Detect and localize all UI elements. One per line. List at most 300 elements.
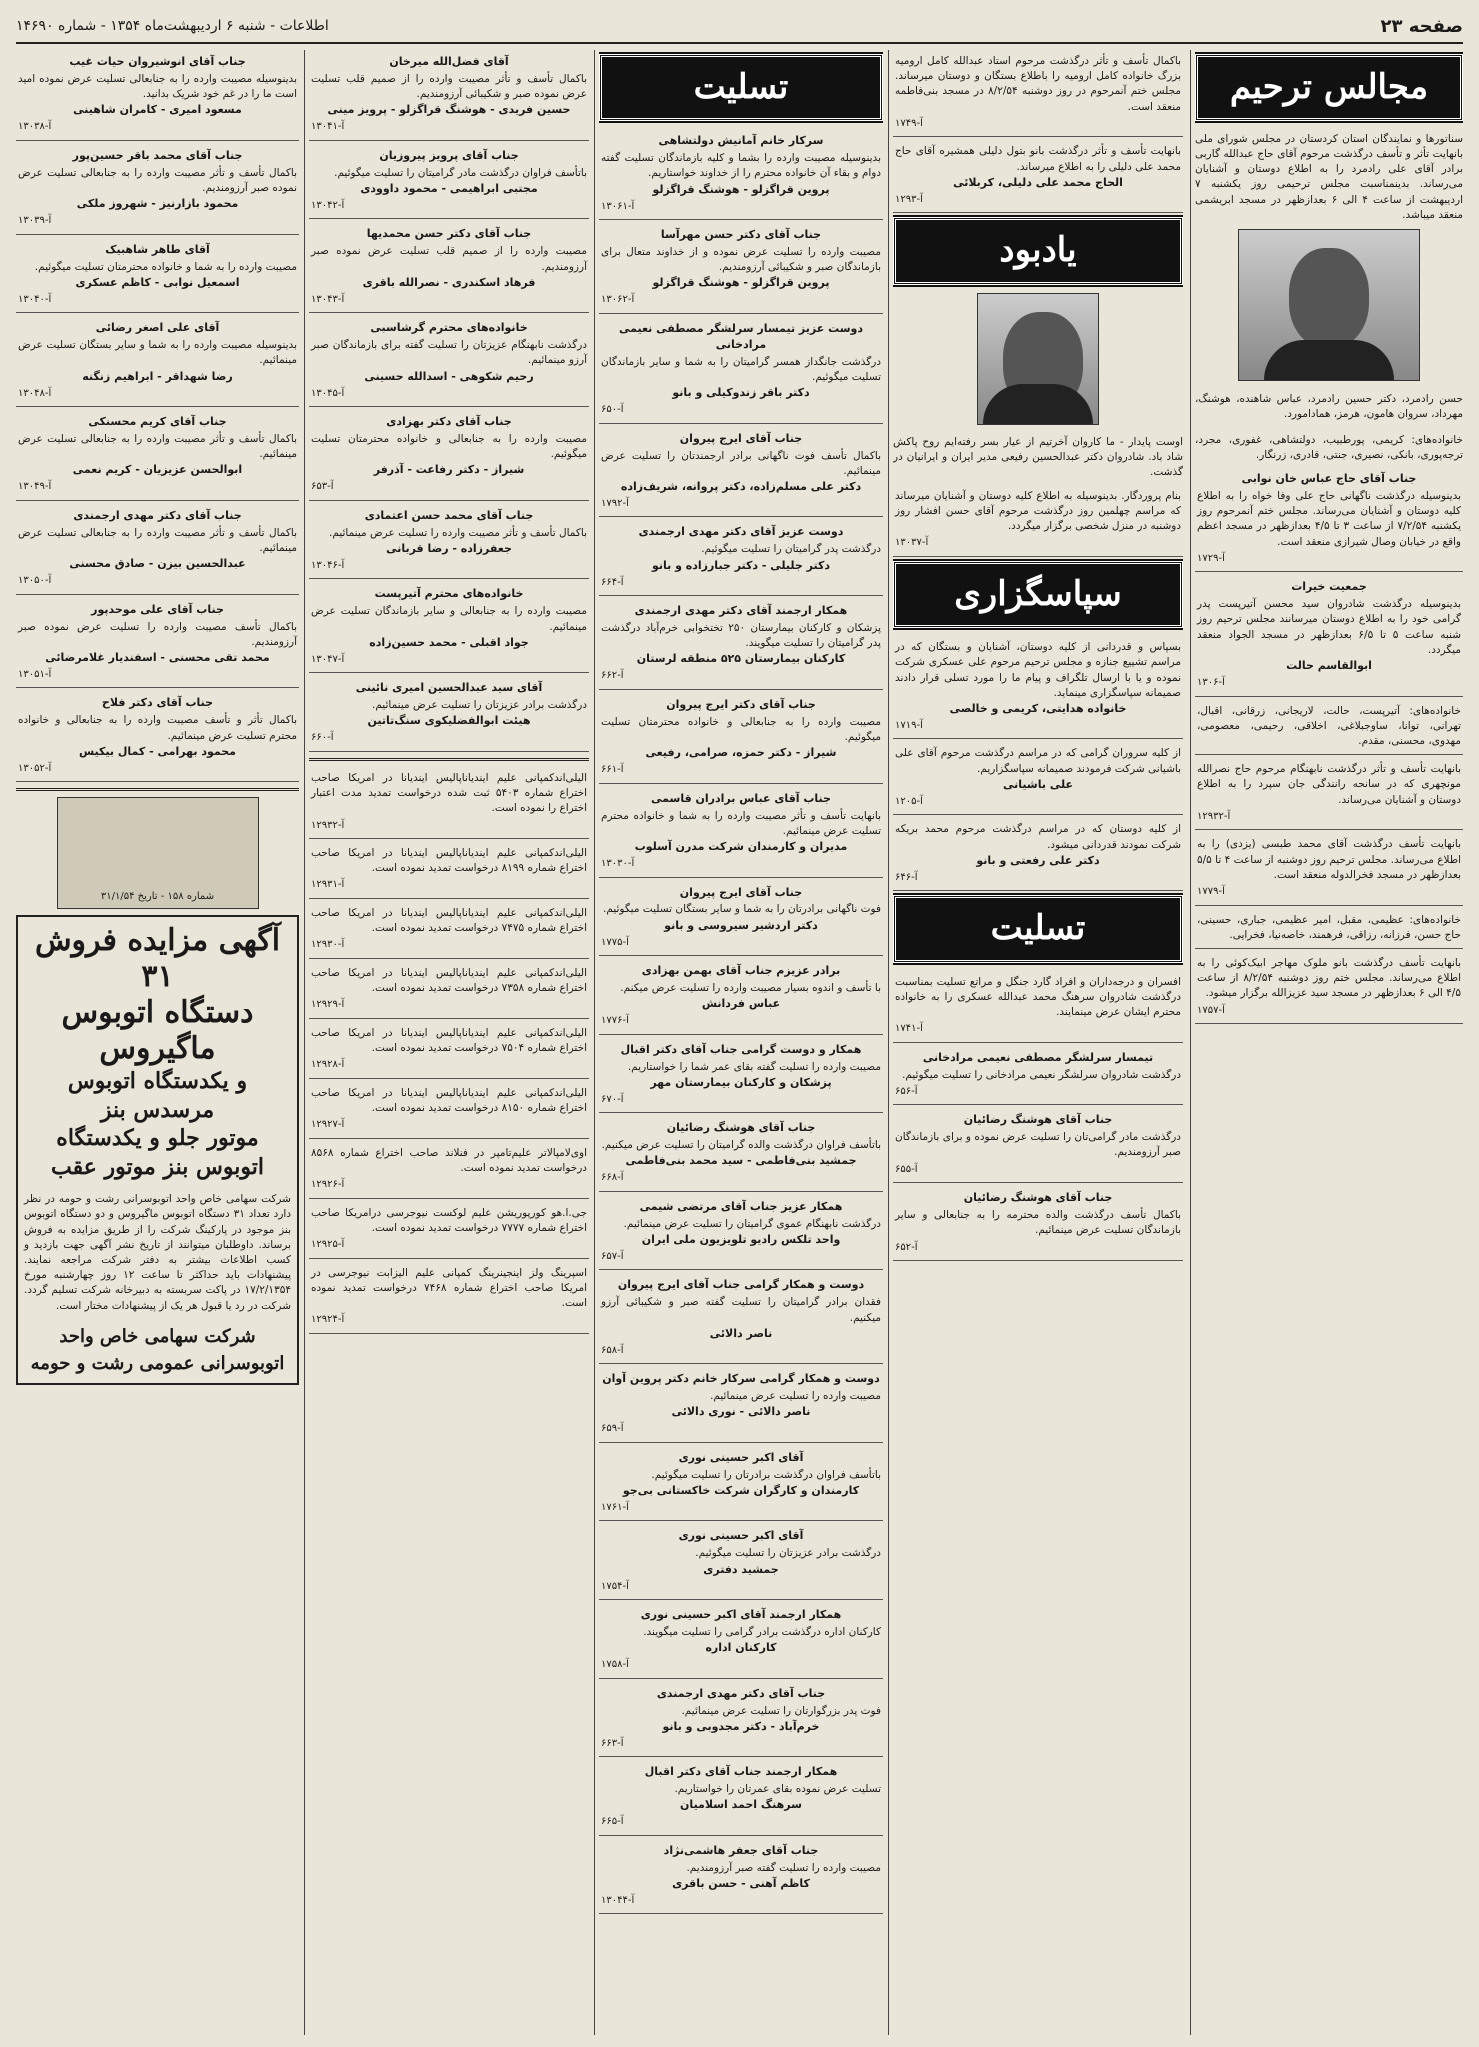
notice-code: آ-۶۵۶ bbox=[895, 1085, 918, 1097]
notice-text: بدینوسیله مصیبت وارده را به جنابعالی تسلیت عرض نموده امید است ما را در غم خود شریک بدانید. bbox=[18, 72, 297, 101]
notice-signature: جمشید دفتری bbox=[703, 1562, 779, 1576]
notice-code: آ-۱۳۰۶۱ bbox=[601, 200, 635, 212]
notice-title: جناب آقای دکتر مهدی ارجمندی bbox=[73, 508, 242, 522]
condolence-notice bbox=[599, 693, 883, 784]
memorial-text: اوست پایدار - ما کاروان آخرتیم از عیار بسر رفته‌ایم روح پاکش شاد باد. شادروان دکتر عبدالحسین رفیعی مدیر ایران و ایرانیان در گذشت. bbox=[893, 436, 1183, 479]
notice-code: آ-۱۲۹۲۸ bbox=[311, 1059, 345, 1071]
notice-text: بدینوسیله مصیبت وارده را بشما و کلیه بازماندگان تسلیت گفته دوام و بقاء آن خانواده محترم را از خداوند خواستاریم. bbox=[601, 152, 881, 180]
notice-text: بسپاس و قدردانی از کلیه دوستان، آشنایان و بستگان که در مراسم تشییع جنازه و مجلس ترحیم مرحوم علی عسکری شرکت نموده و یا با ارسال تلگراف و پیام ما را مورد تسلی قرار دادند صمیمانه سپاسگزاری مینماید. bbox=[895, 641, 1181, 699]
notice-text: جی.ا.هو کورپوریشن علیم لوکست نیوجرسی درامریکا صاحب اختراع شماره ۷۷۷۷ درخواست تمدید نموده است. bbox=[311, 1206, 587, 1234]
notice-text: باتأسف فراوان درگذشت برادرتان را تسلیت میگوئیم. bbox=[651, 1468, 881, 1481]
condolence-notice bbox=[309, 144, 589, 220]
notice-text: درگذشت برادر عزیزتان را تسلیت عرض مینمائیم. bbox=[371, 699, 587, 712]
notice-code: آ-۱۳۰۳۰ bbox=[601, 858, 635, 870]
page-number: صفحه ۲۳ bbox=[1380, 15, 1463, 37]
notice-title: جناب آقای ایرج پیروان bbox=[679, 431, 803, 445]
notice-text: بانهایت تأسف و تأثر درگذشت بانو بتول دلیلی همشیره آقای حاج محمد علی دلیلی را به اطلاع میرساند. bbox=[895, 145, 1181, 173]
notice-signature: مسعود امیری - کامران شاهینی bbox=[73, 103, 242, 117]
mourning-families: خانواده‌های: کریمی، پورطبیب، دولتشاهی، غفوری، مجرد، ترجه‌پوری، بانکی، نصیری، جنتی، قادری، زرنگار. bbox=[1195, 433, 1463, 461]
notice-signature: محمود بهرامی - کمال بیکیس bbox=[79, 744, 236, 758]
notice-text: باکمال تأثر و تأسف مصیبت وارده را به جنابعالی و خانواده محترم تسلیت عرض مینمائیم. bbox=[18, 714, 297, 742]
condolence-notice bbox=[599, 223, 883, 314]
section-banner-taslit: تسلیت bbox=[893, 895, 1183, 962]
notice-block bbox=[893, 485, 1183, 557]
condolence-notice bbox=[599, 1839, 883, 1915]
auction-advertisement bbox=[16, 915, 299, 1384]
notice-title: جناب آقای عباس برادران قاسمی bbox=[651, 791, 831, 805]
notice-title: خانواده‌های محترم آتیرپست bbox=[374, 587, 524, 601]
condolence-notice bbox=[599, 1603, 883, 1679]
notice-text: خانواده‌های: عظیمی، مقبل، امیر عظیمی، جباری، حسینی، حاج حسن، فرزانه، رزاقی، فرهمند، خاصه‌نیا، فخرایی. bbox=[1197, 913, 1461, 941]
memorial-portrait bbox=[977, 293, 1099, 425]
notice-signature: جواد اقبلی - محمد حسین‌زاده bbox=[369, 635, 529, 649]
notice-block bbox=[1195, 700, 1463, 756]
notice-block bbox=[893, 140, 1183, 213]
notice-signature: مدیران و کارمندان شرکت مدرن آسلوب bbox=[634, 840, 848, 854]
notice-text: الیلی‌اند‌کمپانی علیم ایندیاناپالیس ایندیانا در امریکا صاحب اختراع شماره ۸۱۹۹ درخواست تمدید نموده است. bbox=[311, 847, 587, 875]
notice-title: جناب آقای دکتر بهزادی bbox=[386, 415, 512, 429]
notice-signature: خانواده هدایتی، کریمی و خالصی bbox=[949, 702, 1127, 716]
condolence-notice bbox=[16, 410, 299, 501]
notice-signature: شیراز - دکتر حمزه، صرامی، رفیعی bbox=[645, 746, 837, 760]
notice-code: آ-۱۳۰۴۵ bbox=[311, 387, 345, 399]
notice-code: آ-۶۶۸ bbox=[601, 1172, 624, 1184]
notice-title: الحاج محمد علی دلیلی، کربلائی bbox=[953, 175, 1123, 189]
notice-block bbox=[1195, 952, 1463, 1024]
condolence-notice bbox=[309, 316, 589, 407]
notice-signature: واحد تلکس رادیو تلویزیون ملی ایران bbox=[641, 1233, 841, 1247]
section-banner-yadbood: یادبود bbox=[893, 217, 1183, 284]
notice-text: باکمال تأسف و تأثر مصیبت وارده را تسلیت عرض مینمائیم. bbox=[329, 526, 587, 539]
notice-text: مصیبت وارده را تسلیت گفته صبر آرزومندیم. bbox=[686, 1861, 881, 1874]
column-divider bbox=[1190, 50, 1191, 2035]
notice-code: آ-۱۷۴۹ bbox=[895, 117, 923, 129]
notice-text: باکمال تأسف فوت ناگهانی برادر ارجمندتان را تسلیت عرض مینمائیم. bbox=[601, 449, 881, 477]
condolence-notice bbox=[599, 959, 883, 1035]
notice-code: آ-۱۷۲۹ bbox=[1197, 552, 1225, 564]
masthead-info: اطلاعات - شنبه ۶ اردیبهشت‌ماه ۱۳۵۴ - شماره ۱۴۶۹۰ bbox=[16, 18, 329, 34]
notice-signature: حسین فریدی - هوشنگ قراگزلو - پرویز مینی bbox=[327, 103, 571, 117]
section-banner-majales-tarhim: مجالس ترحیم bbox=[1195, 54, 1463, 121]
patent-notice bbox=[309, 842, 589, 899]
notice-code: آ-۱۲۹۲۴ bbox=[311, 1314, 345, 1326]
notice-text: بانهایت تأسف و تأثر درگذشت نابهنگام مرحوم حاج نصرالله مونچهری که در سانحه رانندگی جان سپرد را به اطلاع دوستان و آشنایان می‌رساند. bbox=[1197, 763, 1461, 806]
notice-text: مصیبت وارده را تسلیت عرض مینمائیم. bbox=[710, 1390, 881, 1403]
notice-signature: اسمعیل نوابی - کاظم عسکری bbox=[75, 275, 240, 289]
notice-text: مصیبت وارده را به جنابعالی و خانواده محترمتان تسلیت میگوئیم. bbox=[601, 715, 881, 744]
notice-signature: دکتر جلیلی - دکتر جبارزاده و بانو bbox=[651, 558, 831, 572]
notice-code: آ-۱۳۰۴۳ bbox=[311, 293, 345, 305]
patent-notice bbox=[309, 902, 589, 959]
notice-code: آ-۱۷۹۲ bbox=[601, 497, 629, 509]
notice-text: الیلی‌اند‌کمپانی علیم ایندیاناپالیس ایندیانا در امریکا صاحب اختراع شماره ۷۳۵۸ درخواست تمدید نموده است. bbox=[311, 966, 587, 995]
notice-code: آ-۶۵۲ bbox=[895, 1241, 918, 1253]
notice-text: از کلیه سروران گرامی که در مراسم درگذشت مرحوم آقای علی باشیانی شرکت فرمودند صمیمانه سپاسگزاریم. bbox=[895, 747, 1181, 775]
notice-title: همکار ارجمند آقای اکبر حسینی نوری bbox=[640, 1608, 842, 1622]
notice-code: آ-۱۳۰۵۲ bbox=[18, 762, 52, 774]
notice-signature: پزشکان و کارکنان بیمارستان مهر bbox=[650, 1075, 832, 1089]
notice-code: آ-۶۵۹ bbox=[601, 1423, 624, 1435]
notice-code: آ-۶۵۸ bbox=[601, 1344, 624, 1356]
notice-title: جناب آقای کریم محسنکی bbox=[88, 415, 227, 429]
notice-signature: عبدالحسین بیزن - صادق محسنی bbox=[69, 557, 246, 571]
notice-text: باکمال تأسف و تأثر مصیبت وارده را به جنابعالی تسلیت عرض مینمائیم. bbox=[18, 432, 297, 461]
notice-code: آ-۱۳۰۴۱ bbox=[311, 121, 345, 133]
notice-text: افسران و درجه‌داران و افراد گارد جنگل و مراتع تسلیت بمناسبت درگذشت شادروان سرهنگ محمد عبدالله عسکری را به خانواده محترم ایشان عرض مینمایند. bbox=[895, 975, 1181, 1018]
notice-title: جناب آقای هوشنگ رضائیان bbox=[963, 1191, 1113, 1205]
notice-block bbox=[1195, 575, 1463, 696]
notice-code: آ-۱۷۷۶ bbox=[601, 1015, 629, 1027]
notice-title: همکار ارجمند جناب آقای دکتر اقبال bbox=[644, 1765, 838, 1779]
condolence-notice bbox=[599, 1273, 883, 1364]
notice-title: جناب آقای پرویز پیروزیان bbox=[379, 148, 519, 162]
notice-title: جناب آقای ایرج پیروان bbox=[679, 885, 803, 899]
notice-text: بانهایت تأسف درگذشت بانو ملوک مهاجر ابیک‌کوئی را به اطلاع می‌رساند. مجلس ختم روز دوشنبه ۸/۲/۵۴ از ساعت ۴/۵ الی ۶ بعدازظهر در مسجد سید عزیزالله برگزار میشود. bbox=[1197, 956, 1461, 1000]
condolence-notice bbox=[599, 1195, 883, 1271]
condolence-notice bbox=[309, 410, 589, 501]
notice-code: آ-۶۶۵ bbox=[601, 1816, 624, 1828]
notice-text: بدینوسیله مصیبت وارده را به شما و سایر بستگان تسلیت عرض مینمائیم. bbox=[18, 339, 297, 367]
condolence-notice bbox=[599, 520, 883, 596]
notice-signature: محمود بازارنیز - شهروز ملکی bbox=[76, 197, 239, 211]
condolence-notice bbox=[16, 691, 299, 782]
notice-block bbox=[893, 818, 1183, 891]
notice-text: درگذشت مادر گرامی‌تان را تسلیت عرض نموده و برای بازماندگان صبر آرزومندیم. bbox=[895, 1131, 1181, 1159]
column-obituaries bbox=[1195, 50, 1463, 2035]
notice-signature: کارمندان و کارگران شرکت خاکستانی بی‌جو bbox=[622, 1484, 860, 1498]
notice-text: بدینوسیله درگذشت شادروان سید محسن آتیرپست پدر گرامی خود را به اطلاع دوستان میرسانند مجلس ترحیم روز شنبه ساعت ۵ تا ۶/۵ بعدازظهر در مسجد الجواد منعقد میگردد. bbox=[1197, 598, 1462, 656]
notice-text: درگذشت برادر عزیزتان را تسلیت میگوئیم. bbox=[695, 1547, 881, 1560]
notice-code: آ-۶۵۷ bbox=[601, 1250, 624, 1262]
company-emblem bbox=[57, 797, 259, 909]
notice-code: آ-۶۴۶ bbox=[895, 871, 918, 883]
auction-subheadline: موتور جلو و یکدستگاه اتوبوس بنز موتور عقب bbox=[51, 1125, 264, 1181]
notice-title: جمعیت خیرات bbox=[1291, 580, 1367, 594]
notice-code: آ-۱۷۵۷ bbox=[1197, 1004, 1225, 1016]
notice-text: درگذشت شادروان سرلشگر نعیمی مرادخانی را تسلیت میگوئیم. bbox=[902, 1068, 1181, 1081]
notice-text: با تأسف و اندوه بسیار مصیبت وارده را تسلیت عرض میکنم. bbox=[620, 982, 881, 995]
notice-text: مصیبت وارده را به جنابعالی و خانواده محترمتان تسلیت میگوئیم. bbox=[311, 432, 587, 461]
section-divider bbox=[16, 788, 299, 791]
condolence-notice bbox=[309, 504, 589, 580]
notice-signature: سرهنگ احمد اسلامیان bbox=[680, 1798, 802, 1812]
condolence-notice bbox=[599, 1524, 883, 1600]
notice-text: مصیبت وارده را از صمیم قلب تسلیت عرض نموده صبر آرزومندیم. bbox=[311, 245, 587, 273]
condolence-notice bbox=[309, 582, 589, 673]
notice-code: آ-۱۳۰۴۴ bbox=[601, 1894, 635, 1906]
notice-text: پزشکان و کارکنان بیمارستان ۲۵۰ تختخوابی خرم‌آباد درگذشت پدر گرامیتان را تسلیت میگویند. bbox=[601, 622, 881, 650]
notice-text: کارکنان اداره درگذشت برادر گرامی را تسلیت میگویند. bbox=[643, 1626, 881, 1639]
notice-signature: علی باشیانی bbox=[1003, 777, 1073, 791]
notice-code: آ-۱۷۴۱ bbox=[895, 1023, 923, 1035]
notice-code: آ-۱۷۱۹ bbox=[895, 719, 923, 731]
notice-title: جناب آقای دکتر فلاح bbox=[101, 696, 214, 710]
notice-signature: پروین قراگزلو - هوشنگ قراگزلو bbox=[652, 276, 830, 290]
notice-signature: ناصر دالائی bbox=[709, 1326, 773, 1340]
notice-text: باتأسف فراوان درگذشت والده گرامیتان را تسلیت عرض میکنیم. bbox=[601, 1139, 881, 1152]
notice-title: جناب آقای حاج عباس خان نوابی bbox=[1241, 471, 1417, 485]
notice-signature: خرم‌آباد - دکتر مجدوبی و بانو bbox=[662, 1719, 820, 1733]
notice-title: آقای علی اصغر رضائی bbox=[95, 321, 220, 335]
notice-text: باکمال تأسف و تأثر مصیبت وارده را به جنابعالی تسلیت عرض نموده صبر آرزومندیم. bbox=[18, 166, 297, 194]
notice-title: آقای اکبر حسینی نوری bbox=[678, 1529, 804, 1543]
notice-code: آ-۱۲۹۳۱ bbox=[311, 879, 345, 891]
notice-text: الیلی‌اند‌کمپانی علیم ایندیاناپالیس ایندیانا در امریکا صاحب اختراع شماره ۷۴۷۵ درخواست تمدید نموده است. bbox=[311, 906, 587, 935]
notice-text: باکمال تأسف مصیبت وارده را تسلیت عرض نموده صبر آرزومندیم. bbox=[18, 620, 297, 648]
notice-title: آقای فضل‌الله میرخان bbox=[389, 55, 509, 68]
condolence-notice bbox=[599, 881, 883, 957]
notice-block bbox=[893, 742, 1183, 815]
notice-text: درگذشت جانگداز همسر گرامیتان را به شما و سایر بازماندگان تسلیت میگوئیم. bbox=[601, 355, 881, 384]
notice-text: باکمال تأسف درگذشت والده محترمه را به جنابعالی و سایر بازماندگان تسلیت عرض مینمائیم. bbox=[895, 1209, 1181, 1237]
condolence-notice bbox=[599, 1760, 883, 1836]
notice-title: سرکار خانم آمانیش دولتشاهی bbox=[658, 134, 824, 148]
notice-title: جناب آقای محمد حسن اعتمادی bbox=[364, 508, 534, 522]
notice-code: آ-۶۶۰ bbox=[311, 732, 334, 744]
patent-notice bbox=[309, 1082, 589, 1139]
mourners-names: حسن رادمرد، دکتر حسین رادمرد، عباس شاهنده، هوشنگ، مهرداد، سروان هامون، هرمز، همادامورد. bbox=[1195, 392, 1463, 420]
notice-text: الیلی‌اند‌کمپانی علیم ایندیاناپالیس ایندیانا در امریکا صاحب اختراع شماره ۵۴۰۳ ثبت شده درخواست تمدید مدت اعتبار اختراع را نموده است. bbox=[311, 771, 587, 815]
auction-body: شرکت سهامی خاص واحد اتوبوسرانی رشت و حومه در نظر دارد تعداد ۳۱ دستگاه اتوبوس ماگیروس و دو دستگاه اتوبوس بنز موجود در پارکینگ شرکت را از طریق مزایده به فروش برساند. داوطلبان میتوانند از تاریخ نشر آگهی جهت بازدید و کسب اطلاعات بیشتر به دفتر شرکت مراجعه نمایند. پیشنهادات باید حداکثر تا ساعت ۱۲ روز چهارشنبه مورخ ۱۷/۲/۱۳۵۴ در پاکت سربسته به دبیرخانه شرکت تسلیم گردد. شرکت در رد یا قبول هر یک از پیشنهادات مختار است. bbox=[24, 1193, 291, 1312]
notice-code: آ-۱۲۹۲۹ bbox=[311, 999, 345, 1011]
condolence-notice bbox=[309, 222, 589, 313]
notice-signature: فرهاد اسکندری - نصرالله باقری bbox=[362, 275, 536, 289]
notice-code: آ-۱۷۷۵ bbox=[601, 936, 629, 948]
notice-text: مصیبت وارده را به جنابعالی و سایر بازماندگان تسلیت عرض مینمائیم. bbox=[311, 605, 587, 633]
notice-signature: عباس فردانش bbox=[701, 997, 781, 1011]
notice-code: آ-۶۶۲ bbox=[601, 670, 624, 682]
column-divider bbox=[304, 50, 305, 2035]
notice-code: آ-۱۳۰۴۸ bbox=[18, 387, 52, 399]
condolence-notice bbox=[16, 504, 299, 595]
notice-text: خانواده‌های: آتیرپست، حالت، لاریجانی، زرقانی، اقبال، تهرانی، توانا، ساوجبلاغی، اخلاقی، رحیمی، معصومی، مهدوی، محسنی، مقدم. bbox=[1197, 704, 1461, 747]
column-divider bbox=[888, 50, 889, 2035]
notice-title: آقای سید عبدالحسین امیری نائینی bbox=[355, 681, 543, 695]
notice-text: بانهایت تأسف درگذشت آقای محمد طبسی (یزدی) را به اطلاع می‌رساند. مجلس ترحیم روز دوشنبه از ساعت ۴ تا ۵/۵ بعدازظهر در مسجد فخرالدوله منعقد است. bbox=[1197, 838, 1462, 881]
notice-code: آ-۱۳۰۴۲ bbox=[311, 199, 345, 211]
condolence-notice bbox=[16, 598, 299, 689]
notice-code: آ-۱۲۰۵ bbox=[895, 795, 923, 807]
notice-code: آ-۱۷۷۹ bbox=[1197, 886, 1225, 898]
notice-title: دوست عزیز تیمسار سرلشگر مصطفی نعیمی مرادخانی bbox=[618, 321, 864, 351]
notice-code: آ-۶۵۰ bbox=[601, 404, 624, 416]
notice-signature: جعفرزاده - رضا قربانی bbox=[386, 542, 512, 555]
notice-code: آ-۱۲۹۲۷ bbox=[311, 1119, 345, 1131]
notice-title: جناب آقای انوشیروان حیات غیب bbox=[69, 55, 246, 68]
condolence-notice bbox=[599, 427, 883, 518]
notice-block bbox=[893, 1046, 1183, 1106]
condolence-list bbox=[599, 129, 883, 1914]
notice-block bbox=[1195, 758, 1463, 830]
notice-code: آ-۱۷۶۱ bbox=[601, 1501, 629, 1513]
notice-title: همکار ارجمند آقای دکتر مهدی ارجمندی bbox=[634, 604, 848, 618]
notice-code: آ-۱۲۹۳۲ bbox=[311, 819, 345, 831]
notice-block bbox=[893, 50, 1183, 137]
notice-title: تیمسار سرلشگر مصطفی نعیمی مرادخانی bbox=[922, 1050, 1154, 1064]
notice-code: آ-۱۳۰۴۰ bbox=[18, 293, 52, 305]
notice-text: درگذشت نابهنگام عموی گرامیتان را تسلیت عرض مینمائیم. bbox=[623, 1217, 881, 1230]
notice-code: آ-۱۳۰۴۹ bbox=[18, 481, 52, 493]
notice-code: آ-۶۶۴ bbox=[601, 576, 624, 588]
patent-notice bbox=[309, 1262, 589, 1334]
notice-block bbox=[893, 971, 1183, 1043]
condolence-notice bbox=[599, 129, 883, 220]
column-condolences bbox=[599, 50, 883, 2035]
notice-title: جناب آقای جعفر هاشمی‌نژاد bbox=[663, 1843, 819, 1857]
notice-block bbox=[1195, 833, 1463, 905]
notice-signature: شیراز - دکتر رفاعت - آذرفر bbox=[373, 463, 525, 477]
notice-title: خانواده‌های محترم گرشاسبی bbox=[370, 321, 528, 335]
condolence-notice bbox=[16, 144, 299, 235]
notice-signature: دکتر باقر زندوکیلی و بانو bbox=[672, 386, 810, 400]
notice-title: جناب آقای دکتر حسن مهرآسا bbox=[660, 228, 822, 242]
condolence-notice bbox=[309, 676, 589, 752]
section-banner-taslit: تسلیت bbox=[599, 54, 883, 121]
notice-signature: کارکنان بیمارستان ۵۲۵ منطقه لرستان bbox=[636, 652, 846, 666]
condolence-notice bbox=[599, 1446, 883, 1522]
notice-code: آ-۶۵۵ bbox=[895, 1163, 918, 1175]
notice-signature: ابوالحسن عزیزیان - کریم نعمی bbox=[72, 463, 243, 477]
notice-title: جناب آقای دکتر حسن محمدیها bbox=[366, 227, 532, 241]
notice-code: آ-۱۳۰۴۶ bbox=[311, 559, 345, 571]
notice-title: آقای طاهر شاهبیک bbox=[105, 242, 210, 256]
notice-text: مصیبت وارده را تسلیت گفته بقای عمر شما را خواستاریم. bbox=[627, 1060, 881, 1073]
patent-notice bbox=[309, 962, 589, 1019]
notice-code: آ-۱۳۰۵۱ bbox=[18, 668, 52, 680]
notice-code: آ-۱۳۰۶ bbox=[1197, 677, 1225, 689]
notice-signature: دکتر علی رفعتی و بانو bbox=[976, 853, 1100, 867]
notice-text: باکمال تأسف و تأثر درگذشت مرحوم استاد عبدالله کامل ارومیه بزرگ خانواده کامل ارومیه را باطلاع بستگان و دوستان میرساند. مجلس ختم آنمرحوم در روز دوشنبه ۸/۲/۵۴ در مسجد بنی‌فاطمه منعقد است. bbox=[895, 55, 1181, 113]
notice-code: آ-۱۲۹۳۰ bbox=[311, 939, 345, 951]
notice-text: باکمال تأسف و تأثر مصیبت وارده را به جنابعالی تسلیت عرض مینمائیم. bbox=[18, 526, 297, 554]
section-divider bbox=[309, 758, 589, 761]
column-condolences-auction bbox=[16, 50, 299, 2035]
notice-code: آ-۱۳۰۶۲ bbox=[601, 294, 635, 306]
condolence-notice bbox=[16, 50, 299, 141]
notice-signature: دکتر علی مسلم‌زاده، دکتر پروانه، شریف‌زاده bbox=[620, 480, 862, 494]
notice-signature: محمد تقی محسنی - اسفندیار غلامرضائی bbox=[45, 651, 270, 665]
page-header bbox=[16, 10, 1463, 44]
notice-signature: مجتبی ابراهیمی - محمود داوودی bbox=[360, 181, 538, 195]
notice-title: همکار و دوست گرامی جناب آقای دکتر اقبال bbox=[620, 1042, 862, 1056]
notice-title: همکار عزیز جناب آقای مرتضی شیمی bbox=[639, 1199, 843, 1213]
patent-notice bbox=[309, 1202, 589, 1259]
condolence-notice bbox=[309, 50, 589, 141]
notice-text: اوی‌لامپالا‌تر علیم‌تامپر در فنلاند صاحب اختراع شماره ۸۵۶۸ درخواست تمدید نموده است. bbox=[311, 1146, 587, 1174]
notice-title: دوست و همکار گرامی جناب آقای ایرج پیروان bbox=[617, 1278, 865, 1292]
notice-signature: پروین قراگزلو - هوشنگ قراگزلو bbox=[652, 182, 830, 196]
notice-code: آ-۱۳۰۳۷ bbox=[895, 537, 929, 549]
column-condolences-ads bbox=[309, 50, 589, 2035]
notice-text: تسلیت عرض نموده بقای عمرتان را خواستاریم. bbox=[674, 1783, 881, 1796]
condolence-notice bbox=[599, 1682, 883, 1758]
notice-signature: هیئت ابوالفضلیکوی سنگ‌تاتین bbox=[367, 714, 531, 728]
notice-block bbox=[893, 1186, 1183, 1261]
notice-title: آقای اکبر حسینی نوری bbox=[678, 1450, 804, 1464]
notice-code: آ-۱۲۹۳۲ bbox=[1197, 810, 1231, 822]
column-memorials bbox=[893, 50, 1183, 2035]
patent-notice bbox=[309, 1142, 589, 1199]
notice-code: آ-۶۷۰ bbox=[601, 1093, 624, 1105]
notice-signature: ناصر دالائی - نوری دالائی bbox=[671, 1405, 811, 1419]
condolence-notice bbox=[599, 1116, 883, 1192]
notice-block bbox=[1195, 467, 1463, 572]
patent-notices bbox=[309, 767, 589, 1334]
notice-text: الیلی‌اند‌کمپانی علیم ایندیاناپالیس ایندیانا در امریکا صاحب اختراع شماره ۸۱۵۰ درخواست تمدید نموده است. bbox=[311, 1086, 587, 1114]
notice-signature: کاظم آهنی - حسن باقری bbox=[672, 1877, 810, 1891]
notice-text: بنام پروردگار. بدینوسیله به اطلاع کلیه دوستان و آشنایان میرساند که مراسم چهلمین روز درگذشت مرحوم آقای حسن افشار روز دوشنبه در منزل شخصی برگزار میگردد. bbox=[895, 489, 1181, 533]
notice-title: برادر عزیزم جناب آقای بهمن بهزادی bbox=[641, 964, 841, 978]
notice-text: بانهایت تأسف و تأثر مصیبت وارده را به شما و خانواده محترم تسلیت عرض مینمائیم. bbox=[601, 809, 881, 837]
notice-code: آ-۶۶۳ bbox=[601, 1737, 624, 1749]
notice-code: آ-۱۳۰۳۹ bbox=[18, 215, 52, 227]
notice-code: آ-۱۲۹۳ bbox=[895, 193, 923, 205]
notice-title: جناب آقای علی موحدپور bbox=[91, 602, 224, 616]
condolence-notice bbox=[599, 787, 883, 878]
condolence-list bbox=[309, 50, 589, 752]
notice-text: باتأسف فراوان درگذشت مادر گرامیتان را تسلیت میگوئیم. bbox=[334, 166, 587, 179]
notice-text: فقدان برادر گرامیتان را تسلیت گفته صبر و شکیبائی آرزو میکنیم. bbox=[601, 1296, 881, 1324]
notice-text: درگذشت نابهنگام عزیزتان را تسلیت گفته برای بازماندگان صبر آرزو مینمائیم. bbox=[311, 339, 587, 367]
section-banner-sepasgozari: سپاسگزاری bbox=[893, 561, 1183, 628]
notice-signature: ابوالقاسم حالت bbox=[1286, 659, 1372, 673]
notice-text: مصیبت وارده را تسلیت عرض نموده و از خداوند متعال برای بازماندگان صبر و شکیبائی آرزومندیم. bbox=[601, 246, 881, 274]
notice-code: آ-۱۷۵۸ bbox=[601, 1659, 629, 1671]
portrait-photo bbox=[1238, 229, 1420, 381]
notice-text: باکمال تأسف و تأثر مصیبت وارده را از صمیم قلب تسلیت عرض نموده صبر و شکیبائی آرزومندیم. bbox=[311, 72, 587, 101]
auction-subheadline: و یکدستگاه اتوبوس مرسدس بنز bbox=[67, 1068, 248, 1123]
condolence-notice bbox=[599, 1038, 883, 1114]
condolence-notice bbox=[16, 238, 299, 314]
patent-notice bbox=[309, 767, 589, 839]
notice-code: آ-۱۲۹۲۵ bbox=[311, 1239, 345, 1251]
condolence-notice bbox=[599, 599, 883, 690]
patent-notice bbox=[309, 1022, 589, 1079]
notice-text: فوت پدر بزرگوارتان را تسلیت عرض مینمائیم. bbox=[681, 1704, 881, 1717]
notice-code: آ-۱۳۰۴۷ bbox=[311, 653, 345, 665]
auction-company: شرکت سهامی خاص واحد اتوبوسرانی عمومی رشت و حومه bbox=[30, 1326, 285, 1374]
notice-title: جناب آقای هوشنگ رضائیان bbox=[666, 1121, 816, 1135]
notice-signature: رحیم شکوهی - اسدالله حسینی bbox=[364, 369, 534, 383]
notice-title: جناب آقای هوشنگ رضائیان bbox=[963, 1113, 1113, 1127]
notice-text: بدینوسیله درگذشت ناگهانی حاج علی وفا خواه را به اطلاع کلیه دوستان و آشنایان می‌رساند. مجلس ختم آنمرحوم روز یکشنبه ۷/۲/۵۴ از ساعت ۳ تا ۴/۵ بعدازظهر در مسجد اعظم واقع در خیابان وصال شیرازی منعقد است. bbox=[1197, 489, 1461, 548]
ad-reference-number: شماره ۱۵۸ - تاریخ ۳۱/۱/۵۴ bbox=[100, 890, 215, 902]
condolence-notice bbox=[599, 317, 883, 424]
notice-block bbox=[893, 636, 1183, 739]
notice-signature: رضا شهداقر - ابراهیم زنگنه bbox=[82, 369, 233, 383]
condolence-notice bbox=[599, 1367, 883, 1443]
notice-signature: جمشید بنی‌فاطمی - سید محمد بنی‌فاطمی bbox=[625, 1154, 857, 1168]
notice-code: آ-۶۶۱ bbox=[601, 764, 624, 776]
notice-title: دوست و همکار گرامی سرکار خانم دکتر پروین آوان bbox=[602, 1372, 880, 1386]
notice-signature: کارکنان اداره bbox=[705, 1641, 777, 1655]
notice-block bbox=[1195, 909, 1463, 949]
notice-signature: دکتر اردشیر سیروسی و بانو bbox=[664, 918, 818, 932]
condolence-list bbox=[16, 50, 299, 782]
notice-code: آ-۱۷۵۴ bbox=[601, 1580, 629, 1592]
notice-title: دوست عزیز آقای دکتر مهدی ارجمندی bbox=[638, 525, 844, 539]
auction-headline: آگهی مزایده فروش ۳۱ bbox=[34, 923, 281, 995]
notice-code: آ-۱۲۹۲۶ bbox=[311, 1179, 345, 1191]
notice-text: از کلیه دوستان که در مراسم درگذشت مرحوم محمد بریکه شرکت نمودند قدردانی میشود. bbox=[895, 823, 1181, 851]
notice-code: آ-۱۳۰۵۰ bbox=[18, 575, 52, 587]
notice-code: آ-۱۳۰۳۸ bbox=[18, 121, 52, 133]
notice-text: مصیبت وارده را به شما و خانواده محترمتان تسلیت میگوئیم. bbox=[34, 260, 297, 273]
condolence-notice bbox=[16, 316, 299, 407]
notice-text: اسپرینگ ولز اینجینرینگ کمپانی علیم الیزابت نیوجرسی در امریکا صاحب اختراع شماره ۷۴۶۸ درخواست تمدید نموده است. bbox=[311, 1266, 587, 1309]
notice-text: درگذشت پدر گرامیتان را تسلیت میگوئیم. bbox=[701, 543, 881, 556]
notice-text: الیلی‌اند‌کمپانی علیم ایندیاناپالیس ایندیانا در امریکا صاحب اختراع شماره ۷۵۰۴ درخواست تمدید نموده است. bbox=[311, 1026, 587, 1055]
